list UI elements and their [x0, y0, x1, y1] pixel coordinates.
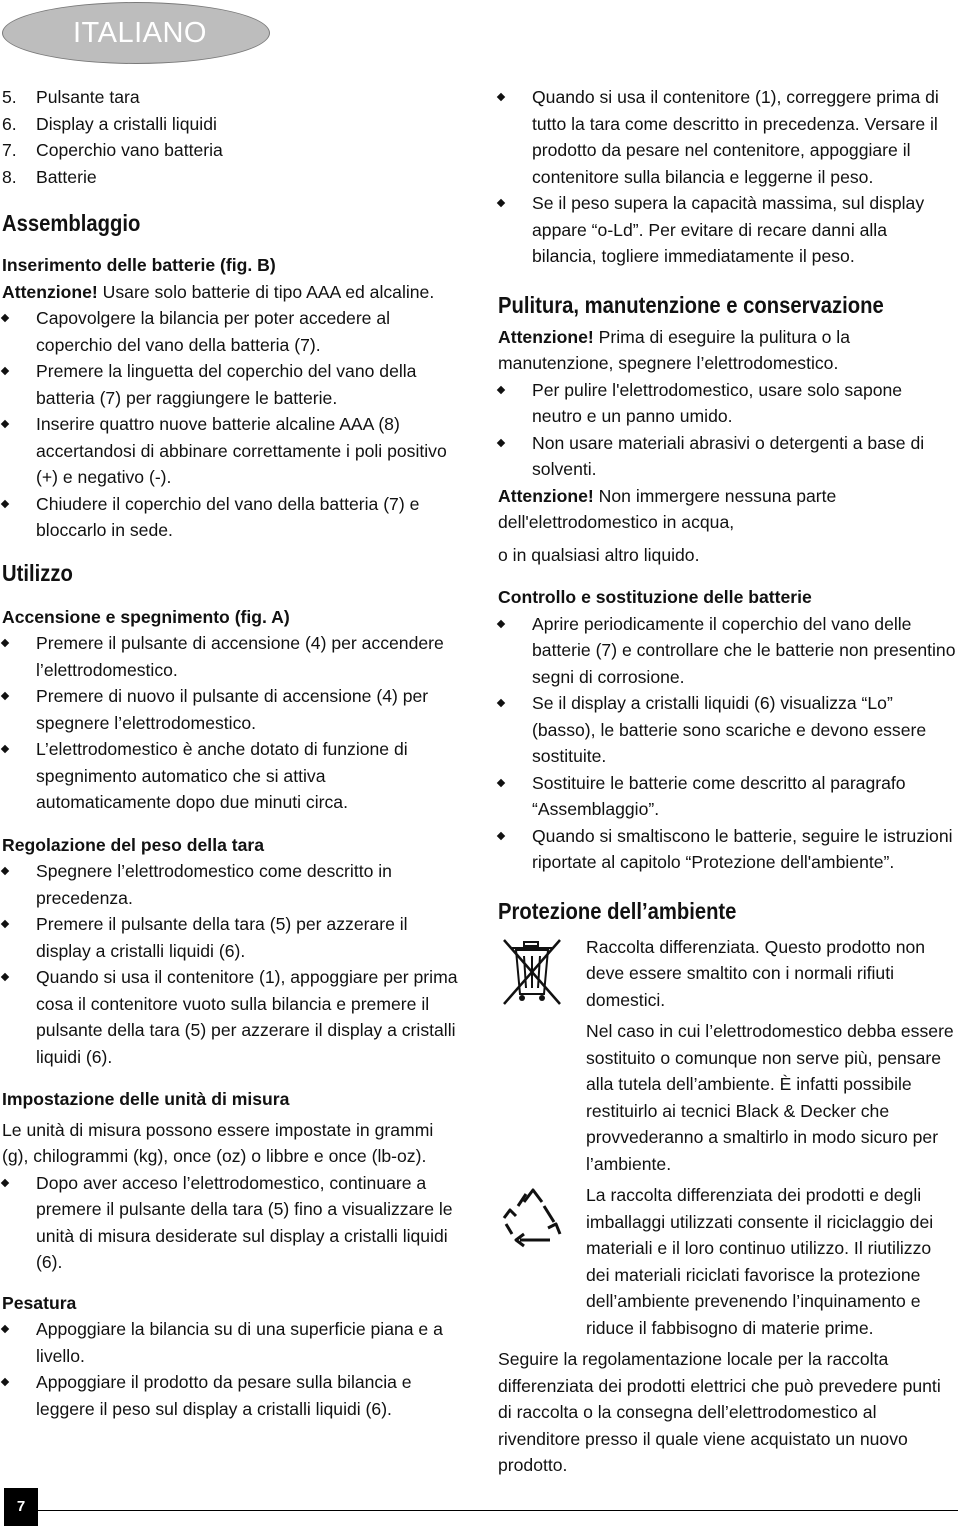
- diamond-bullet-icon: [497, 385, 505, 393]
- language-tab: [2, 2, 270, 64]
- cleaning-heading: Pulitura, manutenzione e conservazione: [498, 291, 884, 318]
- diamond-bullet-icon: [1, 867, 9, 875]
- assembly-heading: Assemblaggio: [2, 210, 141, 236]
- diamond-bullet-icon: [497, 438, 505, 446]
- parts-list-item: 8. Batterie: [2, 166, 97, 187]
- diamond-bullet-icon: [497, 93, 505, 101]
- list-item: Appoggiare la bilancia su di una superficie piana e a livello.: [2, 1316, 458, 1369]
- diamond-bullet-icon: [1, 314, 9, 322]
- return-text: Nel caso in cui l’elettrodomestico debba essere sostituito o comunque non serve più, pensare alla tutela dell’ambiente. È infatti possibile restituirlo ai tecnici Black & Decker che provvederanno a smaltirlo in modo sicuro per l’ambiente.: [586, 1021, 954, 1174]
- list-item: Capovolgere la bilancia per poter accedere al coperchio del vano della batteria (7).: [2, 305, 458, 358]
- left-column: [2, 84, 458, 1422]
- battery-insert-subheading: Inserimento delle batterie (fig. B): [2, 255, 276, 275]
- diamond-bullet-icon: [1, 1325, 9, 1333]
- list-item: Dopo aver acceso l’elettrodomestico, continuare a premere il pulsante della tara (5) fino a visualizzare le unità di misura desiderate sul display a cristalli liquidi (6).: [2, 1170, 458, 1276]
- diamond-bullet-icon: [1, 745, 9, 753]
- list-item: Spegnere l’elettrodomestico come descritto in precedenza.: [2, 858, 458, 911]
- diamond-bullet-icon: [497, 199, 505, 207]
- weighing-subheading: Pesatura: [2, 1292, 77, 1313]
- list-item: Se il peso supera la capacità massima, sul display appare “o-Ld”. Per evitare di recare danni alla bilancia, togliere immediatamente il peso.: [498, 190, 956, 270]
- diamond-bullet-icon: [1, 420, 9, 428]
- tare-subheading: Regolazione del peso della tara: [2, 834, 265, 855]
- list-item: Quando si smaltiscono le batterie, seguire le istruzioni riportate al capitolo “Protezione dell'ambiente”.: [498, 823, 956, 876]
- units-subheading: Impostazione delle unità di misura: [2, 1089, 290, 1109]
- list-item: Se il display a cristalli liquidi (6) visualizza “Lo” (basso), le batterie sono scariche e devono essere sostituite.: [498, 690, 956, 770]
- diamond-bullet-icon: [1, 973, 9, 981]
- recycle-icon: [498, 1184, 568, 1258]
- list-item: Inserire quattro nuove batterie alcaline AAA (8) accertandosi di abbinare correttamente i poli positivo (+) e negativo (-).: [2, 411, 458, 491]
- recycle-text: La raccolta differenziata dei prodotti e degli imballaggi utilizzati consente il riciclaggio dei materiali e il loro continuo utilizzo. Il riutilizzo dei materiali riciclati favorisce la protezione dell’ambiente prevenendo l’inquinamento e riduce il fabbisogno di materie prime.: [586, 1185, 934, 1338]
- parts-list-item: 5. Pulsante tara: [2, 87, 140, 107]
- parts-list: [2, 84, 458, 190]
- immersion-warning: Attenzione! Non immergere nessuna parte dell'elettrodomestico in acqua,: [498, 485, 837, 532]
- diamond-bullet-icon: [1, 639, 9, 647]
- diamond-bullet-icon: [497, 778, 505, 786]
- list-item: Chiudere il coperchio del vano della batteria (7) e bloccarlo in sede.: [2, 491, 458, 544]
- list-item: Quando si usa il contenitore (1), correggere prima di tutto la tara come descritto in precedenza. Versare il prodotto da pesare nel contenitore, appoggiare il contenitore sulla bilancia e leggerne il peso.: [498, 84, 956, 190]
- diamond-bullet-icon: [1, 499, 9, 507]
- page-number: 7: [4, 1488, 38, 1526]
- list-item: Non usare materiali abrasivi o detergenti a base di solventi.: [498, 430, 956, 483]
- parts-list-item: 7. Coperchio vano batteria: [2, 140, 223, 160]
- cleaning-warning: Attenzione! Prima di eseguire la pulitura o la manutenzione, spegnere l’elettrodomestico.: [498, 326, 850, 373]
- list-item: Sostituire le batterie come descritto al paragrafo “Assemblaggio”.: [498, 770, 956, 823]
- crossed-bin-icon: [498, 936, 568, 1010]
- units-text: Le unità di misura possono essere impostate in grammi (g), chilogrammi (kg), once (oz) o libbre e once (lb-oz).: [2, 1119, 434, 1166]
- batteries-subheading: Controllo e sostituzione delle batterie: [498, 587, 812, 607]
- weee-text: Raccolta differenziata. Questo prodotto non deve essere smaltito con i normali rifiuti domestici.: [586, 936, 926, 1010]
- right-column: [498, 84, 956, 1479]
- diamond-bullet-icon: [1, 367, 9, 375]
- diamond-bullet-icon: [497, 619, 505, 627]
- diamond-bullet-icon: [497, 699, 505, 707]
- local-regulation-text: Seguire la regolamentazione locale per la raccolta differenziata dei prodotti elettrici che può prevedere punti di raccolta o la consegna dell’elettrodomestico al rivenditore presso il quale viene acquistato un nuovo prodotto.: [498, 1349, 941, 1475]
- environment-heading: Protezione dell’ambiente: [498, 897, 737, 924]
- list-item: Aprire periodicamente il coperchio del vano delle batterie (7) e controllare che le batterie non presentino segni di corrosione.: [498, 611, 956, 691]
- diamond-bullet-icon: [1, 1378, 9, 1386]
- recycle-block: [498, 1182, 956, 1341]
- parts-list-item: 6. Display a cristalli liquidi: [2, 113, 217, 134]
- list-item: Appoggiare il prodotto da pesare sulla bilancia e leggere il peso sul display a cristalli liquidi (6).: [2, 1369, 458, 1422]
- list-item: Premere la linguetta del coperchio del vano della batteria (7) per raggiungere le batterie.: [2, 358, 458, 411]
- list-item: Quando si usa il contenitore (1), appoggiare per prima cosa il contenitore vuoto sulla bilancia e premere il pulsante della tara (5) per azzerare il display a cristalli liquidi (6).: [2, 964, 458, 1070]
- weee-block: [498, 934, 956, 1178]
- assembly-warning: Attenzione! Usare solo batterie di tipo AAA ed alcaline.: [2, 281, 435, 302]
- diamond-bullet-icon: [497, 831, 505, 839]
- list-item: L’elettrodomestico è anche dotato di funzione di spegnimento automatico che si attiva automaticamente dopo due minuti circa.: [2, 736, 458, 816]
- list-item: Per pulire l'elettrodomestico, usare solo sapone neutro e un panno umido.: [498, 377, 956, 430]
- footer-divider: [38, 1510, 958, 1511]
- list-item: Premere il pulsante di accensione (4) per accendere l’elettrodomestico.: [2, 630, 458, 683]
- diamond-bullet-icon: [1, 920, 9, 928]
- diamond-bullet-icon: [1, 692, 9, 700]
- language-label: ITALIANO: [73, 17, 207, 49]
- use-heading: Utilizzo: [2, 559, 73, 586]
- onoff-subheading: Accensione e spegnimento (fig. A): [2, 606, 290, 627]
- immersion-warning-cont: o in qualsiasi altro liquido.: [498, 544, 700, 565]
- list-item: Premere di nuovo il pulsante di accensione (4) per spegnere l’elettrodomestico.: [2, 683, 458, 736]
- diamond-bullet-icon: [1, 1178, 9, 1186]
- list-item: Premere il pulsante della tara (5) per azzerare il display a cristalli liquidi (6).: [2, 911, 458, 964]
